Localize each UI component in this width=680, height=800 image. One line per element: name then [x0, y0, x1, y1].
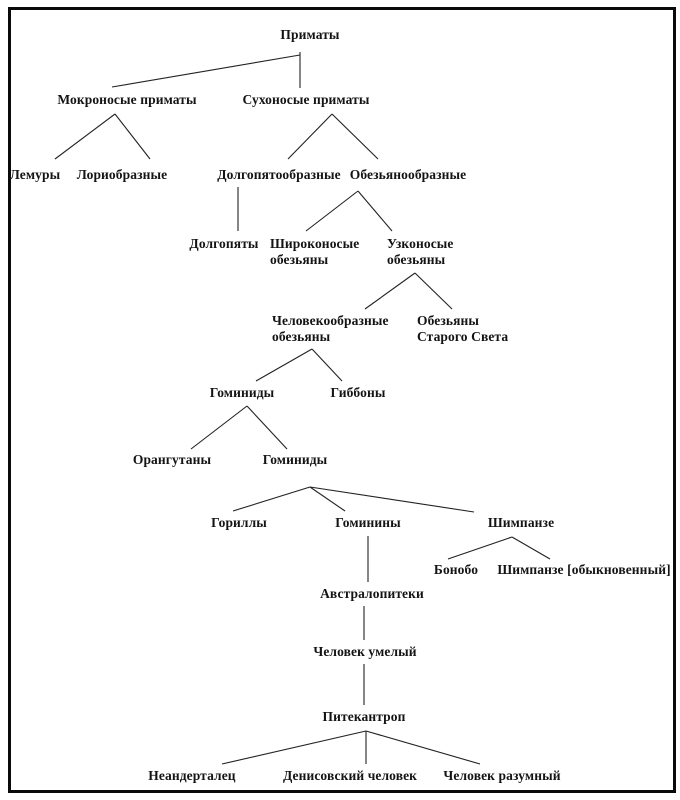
tree-node-label: Шимпанзе: [487, 515, 555, 530]
tree-node-avstralopiteki: [320, 586, 424, 602]
tree-node-mokronosye-primaty: [57, 92, 196, 108]
tree-node-sukhonosye-primaty: [242, 92, 369, 108]
tree-node-loriobraznye: [77, 167, 167, 183]
tree-node-chelovekoobraznye-obezyany: [272, 313, 389, 345]
tree-node-label: Денисовский человек: [282, 768, 418, 783]
tree-node-label: Сухоносые приматы: [242, 92, 370, 107]
tree-node-label: Шимпанзе [обыкновенный]: [497, 562, 671, 577]
tree-node-label: Долгопятообразные: [217, 167, 341, 182]
tree-node-label: обезьяны: [270, 252, 329, 267]
tree-node-label: Приматы: [280, 27, 340, 42]
tree-node-label: Мокроносые приматы: [57, 92, 197, 107]
tree-node-shimpanze-obyknovennyi: [497, 562, 670, 578]
tree-node-chelovek-razumnyi: [443, 768, 560, 784]
tree-node-dolgopyatoobraznye: [217, 167, 340, 183]
tree-node-orangutany: [133, 452, 211, 468]
tree-node-label: Бонобо: [433, 562, 479, 577]
tree-node-label: Широконосые: [270, 236, 360, 251]
tree-node-label: Австралопитеки: [320, 586, 424, 601]
tree-node-label: Гиббоны: [330, 385, 386, 400]
tree-node-gomininy: [335, 515, 401, 531]
tree-node-label: Лориобразные: [76, 167, 168, 182]
tree-node-gominidy-b: [263, 452, 328, 468]
tree-node-label: Обезьянообразные: [349, 167, 467, 182]
tree-node-label: Долгопяты: [189, 236, 259, 251]
tree-node-chelovek-umelyi: [313, 644, 416, 660]
tree-node-label: Человек умелый: [313, 644, 417, 659]
tree-node-gominidy-a: [210, 385, 275, 401]
tree-node-neandertalec: [148, 768, 235, 784]
tree-node-label: Лемуры: [9, 167, 61, 182]
tree-node-label: Гориллы: [211, 515, 267, 530]
tree-node-pitekantrop: [323, 709, 406, 725]
tree-node-primaty: [280, 27, 339, 43]
tree-node-shimpanze: [488, 515, 554, 531]
tree-node-bonobo: [434, 562, 478, 578]
tree-node-shirokonosye-obezyany: [270, 236, 359, 268]
tree-node-label: Человекообразные: [272, 313, 389, 328]
tree-node-label: обезьяны: [387, 252, 446, 267]
tree-node-label: Неандерталец: [148, 768, 236, 783]
tree-node-gibbony: [331, 385, 386, 401]
tree-node-gorilly: [211, 515, 267, 531]
tree-node-label: Человек разумный: [443, 768, 561, 783]
tree-node-label: Старого Света: [417, 329, 509, 344]
tree-node-label: Гоминины: [335, 515, 401, 530]
tree-node-obezyany-starogo-sveta: [417, 313, 508, 345]
tree-node-label: Гоминиды: [209, 385, 275, 400]
tree-node-label: обезьяны: [272, 329, 331, 344]
tree-node-denisovskii-chelovek: [283, 768, 417, 784]
tree-node-label: Питекантроп: [322, 709, 406, 724]
tree-node-label: Узконосые: [387, 236, 454, 251]
tree-node-label: Обезьяны: [417, 313, 480, 328]
tree-node-uzkonosye-obezyany: [387, 236, 454, 268]
tree-node-dolgopyaty: [189, 236, 258, 252]
tree-node-label: Орангутаны: [132, 452, 212, 467]
tree-node-label: Гоминиды: [262, 452, 328, 467]
tree-node-lemury: [10, 167, 61, 183]
tree-node-obezyanoobraznye: [350, 167, 467, 183]
